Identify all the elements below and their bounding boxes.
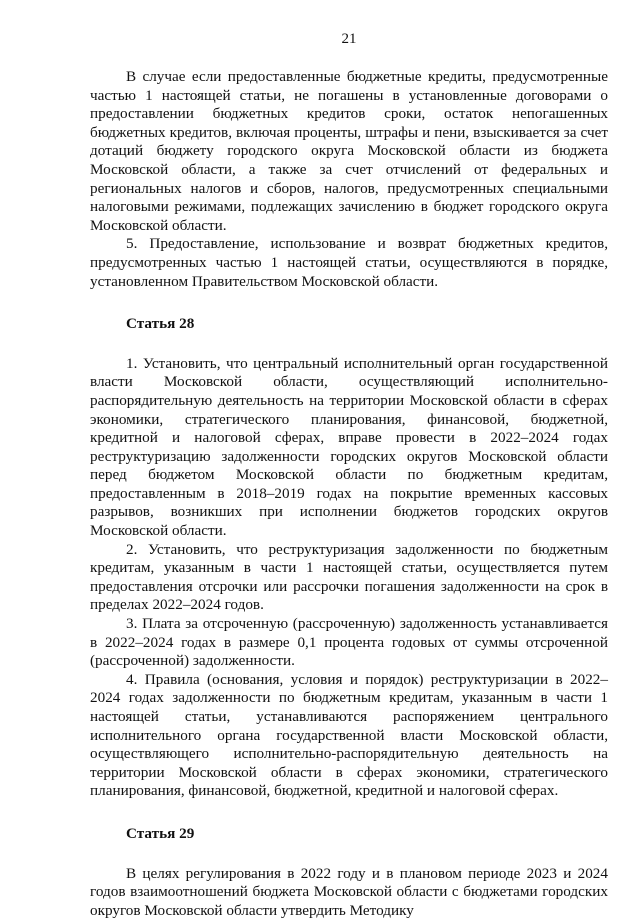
- article-28-item-3: 3. Плата за отсроченную (рассроченную) задолженность устанавливается в 2022–2024 годах в размере 0,1 процента годовых от суммы отсроченной (рассроченной) задолженности.: [90, 615, 608, 670]
- article-28-item-4: 4. Правила (основания, условия и порядок) реструктуризации в 2022–2024 годах задолженности по бюджетным кредитам, указанным в части 1 настоящей статьи, устанавливаются распоряжением центрального исполнительного органа государственной власти Московской области, осуществляющего исполнительно-распорядительную деятельность на территории Московской области в сферах экономики, стратегического планирования, финансовой, бюджетной, кредитной и налоговой сферах.: [90, 670, 608, 800]
- article-29-heading: Статья 29: [126, 824, 195, 842]
- document-page: [90, 30, 608, 920]
- article-28-item-1: 1. Установить, что центральный исполнительный орган государственной власти Московской области, осуществляющий исполнительно-распорядительную деятельность на территории Московской области в сферах экономики, стратегического планирования, финансовой, бюджетной, кредитной и налоговой сферах, вправе провести в 2022–2024 годах реструктуризацию задолженности городских округов Московской области перед бюджетом Московской области по бюджетным кредитам, предоставленным в 2018–2019 годах на покрытие временных кассовых разрывов, возникших при исполнении бюджетов городских округов Московской области.: [90, 354, 608, 540]
- article-28-heading: Статья 28: [126, 315, 195, 333]
- paragraph-budget-credit-recovery: В случае если предоставленные бюджетные кредиты, предусмотренные частью 1 настоящей статьи, не погашены в установленные договорами о предоставлении бюджетных кредитов сроки, остаток непогашенных бюджетных кредитов, включая проценты, штрафы и пени, взыскивается за счет дотаций бюджету городского округа Московской области из бюджета Московской области, а также за счет отчислений от федеральных и региональных налогов и сборов, налогов, предусмотренных специальными налоговыми режимами, подлежащих зачислению в бюджет городского округа Московской области.: [90, 68, 608, 234]
- page-number: 21: [341, 31, 357, 47]
- article-29-paragraph: В целях регулирования в 2022 году и в плановом периоде 2023 и 2024 годов взаимоотношений бюджета Московской области с бюджетами городских округов Московской области утвердить Методику: [90, 864, 608, 919]
- paragraph-item-5: 5. Предоставление, использование и возврат бюджетных кредитов, предусмотренных частью 1 настоящей статьи, осуществляются в порядке, установленном Правительством Московской области.: [90, 235, 608, 290]
- article-28-item-2: 2. Установить, что реструктуризация задолженности по бюджетным кредитам, указанным в части 1 настоящей статьи, осуществляется путем предоставления отсрочки или рассрочки погашения задолженности на срок в пределах 2022–2024 годов.: [90, 540, 608, 614]
